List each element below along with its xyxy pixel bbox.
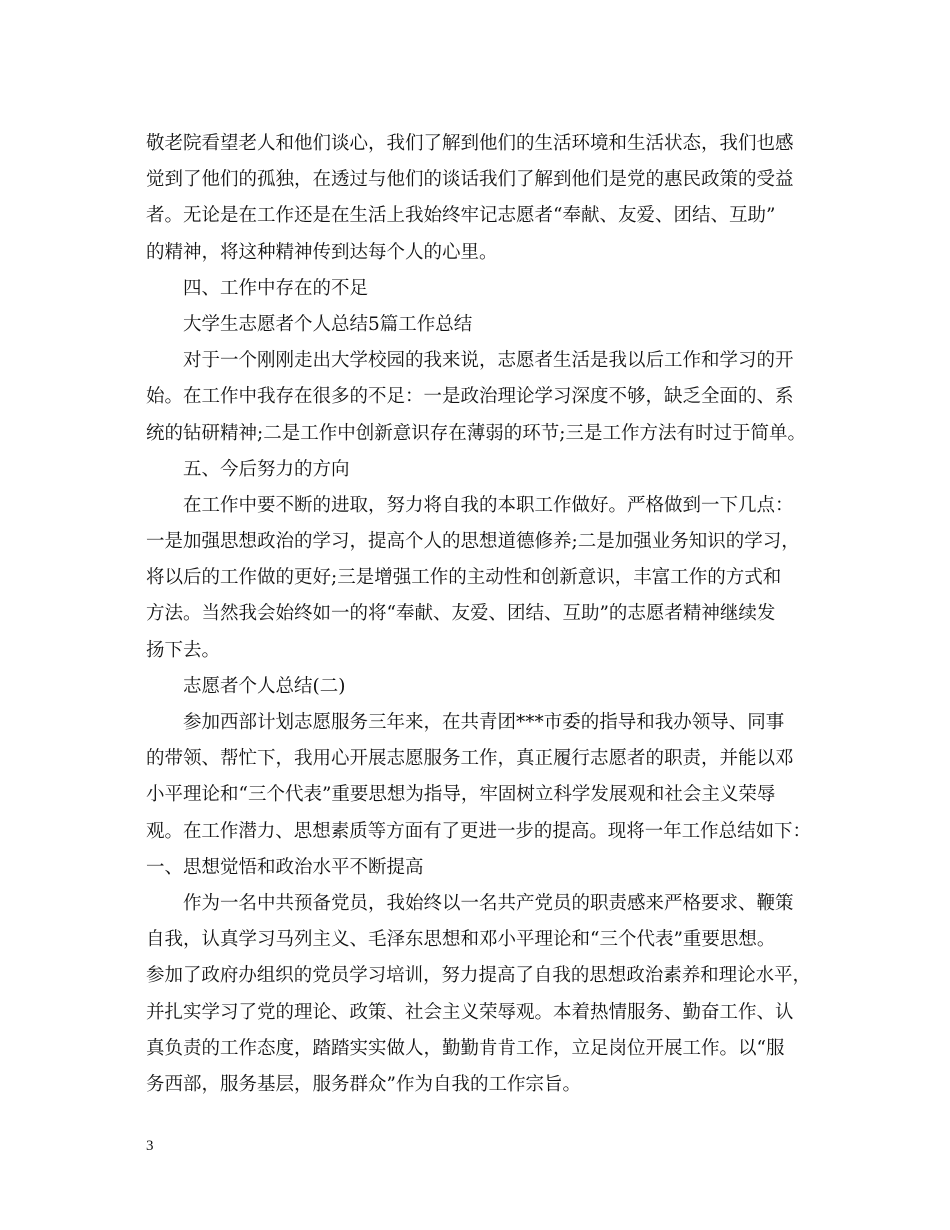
text-line: 自我，认真学习马列主义、毛泽东思想和邓小平理论和“三个代表”重要思想。 <box>146 929 776 951</box>
text-line: 大学生志愿者个人总结5篇工作总结 <box>183 313 473 335</box>
text-line: 观。在工作潜力、思想素质等方面有了更进一步的提高。现将一年工作总结如下： <box>146 820 812 842</box>
text-line: 的精神，将这种精神传到达每个人的心里。 <box>146 241 498 263</box>
text-line: 一是加强思想政治的学习，提高个人的思想道德修养;二是加强业务知识的学习， <box>146 531 800 553</box>
text-line: 四、工作中存在的不足 <box>183 277 369 299</box>
body-text <box>146 126 811 1103</box>
text-line: 觉到了他们的孤独，在透过与他们的谈话我们了解到他们是党的惠民政策的受益 <box>146 169 794 191</box>
text-line: 将以后的工作做的更好;三是增强工作的主动性和创新意识，丰富工作的方式和 <box>146 567 782 589</box>
text-line: 参加西部计划志愿服务三年来，在共青团***市委的指导和我办领导、同事 <box>183 712 785 733</box>
text-line: 一、思想觉悟和政治水平不断提高 <box>146 856 424 878</box>
text-line: 作为一名中共预备党员，我始终以一名共产党员的职责感来严格要求、鞭策 <box>183 892 794 914</box>
text-line: 志愿者个人总结(二) <box>183 675 346 697</box>
text-line: 扬下去。 <box>146 639 221 661</box>
text-line: 并扎实学习了党的理论、政策、社会主义荣辱观。本着热情服务、勤奋工作、认 <box>146 1001 794 1023</box>
text-line: 小平理论和“三个代表”重要思想为指导，牢固树立科学发展观和社会主义荣辱 <box>146 784 776 806</box>
text-line: 者。无论是在工作还是在生活上我始终牢记志愿者“奉献、友爱、团结、互助” <box>146 205 776 227</box>
text-line: 敬老院看望老人和他们谈心，我们了解到他们的生活环境和生活状态，我们也感 <box>146 133 794 154</box>
text-line: 对于一个刚刚走出大学校园的我来说，志愿者生活是我以后工作和学习的开 <box>183 350 794 372</box>
text-line: 的带领、帮忙下，我用心开展志愿服务工作，真正履行志愿者的职责，并能以邓 <box>146 748 794 770</box>
text-line: 真负责的工作态度，踏踏实实做人，勤勤肯肯工作，立足岗位开展工作。以“服 <box>146 1037 785 1059</box>
text-line: 务西部，服务基层，服务群众”作为自我的工作宗旨。 <box>146 1073 581 1095</box>
text-line: 始。在工作中我存在很多的不足：一是政治理论学习深度不够，缺乏全面的、系 <box>146 386 794 408</box>
text-line: 统的钻研精神;二是工作中创新意识存在薄弱的环节;三是工作方法有时过于简单。 <box>146 422 806 444</box>
text-line: 五、今后努力的方向 <box>183 458 350 480</box>
page-number: 3 <box>146 1138 154 1154</box>
text-line: 参加了政府办组织的党员学习培训，努力提高了自我的思想政治素养和理论水平， <box>146 965 812 987</box>
text-line: 方法。当然我会始终如一的将“奉献、友爱、团结、互助”的志愿者精神继续发 <box>146 603 776 625</box>
text-line: 在工作中要不断的进取，努力将自我的本职工作做好。严格做到一下几点： <box>183 494 794 516</box>
